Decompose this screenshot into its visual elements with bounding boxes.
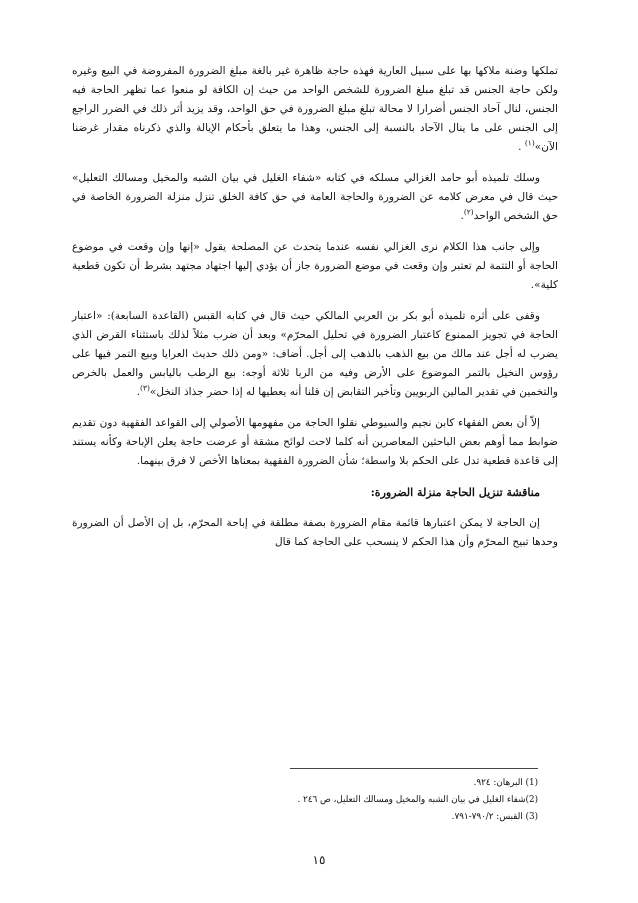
footnote-2-number: (2) <box>525 795 538 805</box>
footnote-2 <box>90 792 538 809</box>
paragraph-2-text: وسلك تلميذه أبو حامد الغزالي مسلكه في كتابه «شفاء الغليل في بيان الشبه والمخيل ومسالك التعليل» حيث قال في معرض كلامه عن الضرورة والحاجة العامة في حق كافة الخلق تنزل منزلة الضرورة الخاصة في حق الشخص الواحد <box>72 172 558 222</box>
paragraph-5: إلاّ أن بعض الفقهاء كابن نجيم والسيوطي نقلوا الحاجة من مفهومها الأصولي إلى القواعد الفقهية دون تقديم ضوابط مما أوهم بعض الباحثين المعاصرين أنه كلما لاحت لوائح مشقة أو عرضت حاجة يعلن الإباحة وكأنه يستند إلى قاعدة قطعية تدل على الحكم بلا واسطة؛ شأن الضرورة الفقهية بمعناها الأخص لا فرق بينهما. <box>72 417 558 467</box>
footnote-2-text: شفاء الغليل في بيان الشبه والمخيل ومسالك التعليل، ص ٢٤٦ . <box>297 795 526 805</box>
footnote-3 <box>90 809 538 826</box>
paragraph-4 <box>72 307 558 402</box>
paragraph-1-text: تملكها وضنة ملاكها بها على سبيل العارية فهذه حاجة ظاهرة غير بالغة مبلغ الضرورة المفروضة في البيع وغيره ولكن حاجة الجنس قد تبلغ مبلغ الضرورة للشخص الواحد من حيث إن الكافة لو منعوا عما تظهر الحاجة فيه الجنس، لنال آحاد الجنس أضرارا لا محالة تبلغ مبلغ الضرورة في حق الواحد، وقد يزيد أثر ذلك في الضرر الراجع إلى الجنس على ما ينال الآحاد بالنسبة إلى الجنس، وهذا ما يتعلق بأحكام الإيالة والذي ذكرناه مقدار غرضنا الآن» <box>72 65 558 153</box>
paragraph-6: إن الحاجة لا يمكن اعتبارها قائمة مقام الضرورة بصفة مطلقة في إباحة المحرّم، بل إن الأصل أن الضرورة وحدها تبيح المحرّم وأن هذا الحكم لا ينسحب على الحاجة كما قال <box>72 517 558 548</box>
paragraph-3: وإلى جانب هذا الكلام نرى الغزالي نفسه عندما يتحدث عن المصلحة يقول «إنها وإن وقعت في موضوع الحاجة أو التتمة لم تعتبر وإن وقعت في موضع الضرورة جاز أن يؤدي إليها اجتهاد مجتهد بشرط أن تكون قطعية كلية». <box>72 241 558 291</box>
paragraph-1 <box>72 62 558 157</box>
footnote-3-number: (3) <box>525 812 538 822</box>
footnote-1-number: (1) <box>525 778 538 788</box>
main-text <box>72 62 558 564</box>
footnote-ref-1: (١) <box>524 138 535 148</box>
paragraph-2-end: . <box>460 210 464 222</box>
paragraph-4-text: وقفى على أثره تلميذه أبو بكر بن العربي المالكي حيث قال في كتابه القبس (القاعدة السابعة): «اعتبار الحاجة في تجويز الممنوع كاعتبار الضرورة في تحليل المحرّم» وبعد أن ضرب مثلاً لذلك باستثناء القرض الذي يضرب له أجل عند مالك من بيع الذهب بالذهب إلى أجل. أضاف: «ومن ذلك حديث العرايا وبيع التمر فيها على رؤوس النخيل بالتمر الموضوع على الأرض وفيه من الربا ثلاثة أوجه: بيع الرطب باليابس والعمل بالخرص والتخمين في تقدير المالين الربويين وتأخير التقابض إن قلنا أنه يعطيها له إذا حضر جذاذ النخل» <box>72 310 558 398</box>
footnote-divider <box>290 768 538 769</box>
footnote-1 <box>90 775 538 792</box>
paragraph-2 <box>72 169 558 226</box>
footnote-1-text: البرهان: ٩٢٤. <box>473 778 526 788</box>
paragraph-4-end: . <box>136 386 140 398</box>
footnote-ref-2: (٢) <box>463 207 474 217</box>
footnote-3-text: القبس: ٧٩٠/٢-٧٩١. <box>451 812 526 822</box>
section-heading: مناقشة تنزيل الحاجة منزلة الضرورة: <box>370 486 540 499</box>
paragraph-1-end: . <box>518 141 525 153</box>
footnotes <box>90 775 538 826</box>
footnote-ref-3: (٣) <box>139 383 150 393</box>
page-number: ١٥ <box>312 853 326 867</box>
